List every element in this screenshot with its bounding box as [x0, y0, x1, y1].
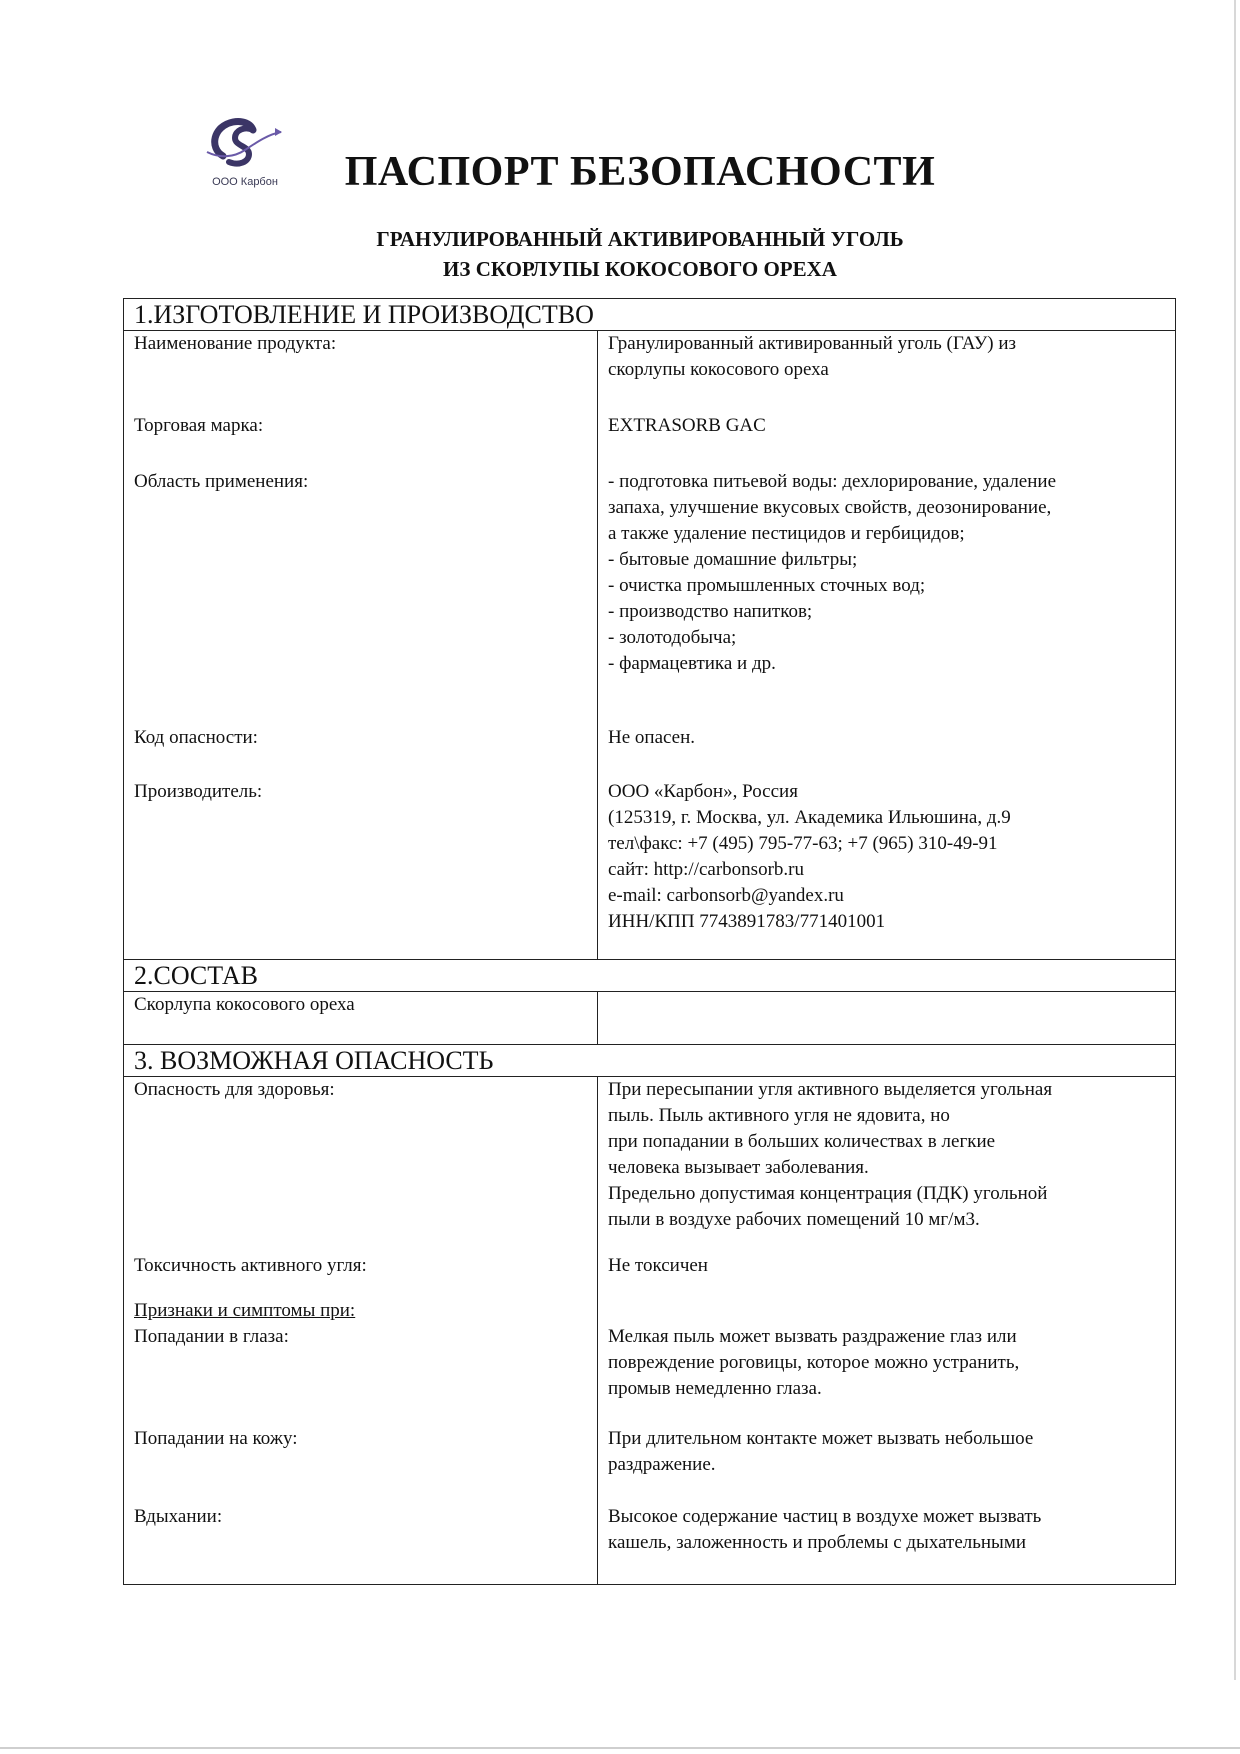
- field-label: Вдыхании:: [124, 1504, 598, 1585]
- table-row: [124, 1504, 1176, 1585]
- table-row: [124, 992, 1176, 1045]
- section-3-header: [124, 1045, 1176, 1077]
- page-edge-bottom: [0, 1747, 1240, 1749]
- composition-label: Скорлупа кокосового ореха: [124, 992, 598, 1045]
- value-line: а также удаление пестицидов и гербицидов;: [608, 523, 965, 544]
- value-line: промыв немедленно глаза.: [608, 1378, 822, 1399]
- composition-value: [598, 992, 1176, 1045]
- value-line: ООО «Карбон», Россия: [608, 781, 798, 802]
- value-line: пыль. Пыль активного угля не ядовита, но: [608, 1105, 950, 1126]
- field-label: Торговая марка:: [124, 413, 598, 469]
- table-row: [124, 725, 1176, 779]
- section-2-header: [124, 960, 1176, 992]
- field-label: Токсичность активного угля:: [124, 1253, 598, 1298]
- carbon-swirl-icon: [205, 112, 285, 174]
- value-line: человека вызывает заболевания.: [608, 1157, 869, 1178]
- document-title: ПАСПОРТ БЕЗОПАСНОСТИ: [344, 149, 936, 195]
- value-line: - очистка промышленных сточных вод;: [608, 575, 926, 596]
- value-line: - фармацевтика и др.: [608, 653, 776, 674]
- value-line: скорлупы кокосового ореха: [608, 359, 829, 380]
- table-row: [124, 1077, 1176, 1254]
- value-line: - подготовка питьевой воды: дехлорирование, удаление: [608, 471, 1057, 492]
- table-row: [124, 779, 1176, 960]
- section-2-heading: 2.СОСТАВ: [124, 960, 1176, 992]
- subtitle-line-1: ГРАНУЛИРОВАННЫЙ АКТИВИРОВАННЫЙ УГОЛЬ: [376, 227, 904, 251]
- value-line: ИНН/КПП 7743891783/771401001: [608, 911, 886, 932]
- page-edge: [1234, 0, 1236, 1680]
- field-label: Производитель:: [124, 779, 598, 960]
- subtitle-line-2: ИЗ СКОРЛУПЫ КОКОСОВОГО ОРЕХА: [443, 257, 837, 281]
- field-value: [598, 1324, 1176, 1426]
- value-line: Гранулированный активированный уголь (ГАУ) из: [608, 333, 1017, 354]
- value-line: сайт: http://carbonsorb.ru: [608, 859, 804, 880]
- table-row: [124, 1426, 1176, 1504]
- value-line: Не опасен.: [608, 727, 696, 748]
- field-label: Попадании на кожу:: [124, 1426, 598, 1504]
- logo-company-name: ООО Карбон: [212, 176, 278, 188]
- table-row: [124, 331, 1176, 414]
- field-value: [598, 1426, 1176, 1504]
- section-1-header: [124, 299, 1176, 331]
- value-line: Мелкая пыль может вызвать раздражение глаз или: [608, 1326, 1017, 1347]
- table-row: [124, 1253, 1176, 1298]
- field-value: [598, 725, 1176, 779]
- company-logo: [195, 112, 305, 202]
- table-row: [124, 1298, 1176, 1324]
- value-line: Предельно допустимая концентрация (ПДК) угольной: [608, 1183, 1048, 1204]
- field-value: [598, 413, 1176, 469]
- value-line: (125319, г. Москва, ул. Академика Ильюшина, д.9: [608, 807, 1011, 828]
- value-line: EXTRASORB GAC: [608, 415, 766, 436]
- field-label: Опасность для здоровья:: [124, 1077, 598, 1254]
- value-line: При пересыпании угля активного выделяется угольная: [608, 1079, 1053, 1100]
- value-line: При длительном контакте может вызвать небольшое: [608, 1428, 1034, 1449]
- empty-cell: [598, 1298, 1176, 1324]
- value-line: тел\факс: +7 (495) 795-77-63; +7 (965) 310-49-91: [608, 833, 998, 854]
- field-label: Код опасности:: [124, 725, 598, 779]
- field-value: [598, 1077, 1176, 1254]
- field-label: Область применения:: [124, 469, 598, 725]
- signs-heading-text: Признаки и симптомы при:: [134, 1300, 356, 1321]
- field-value: Не токсичен: [598, 1253, 1176, 1298]
- section-1-heading: 1.ИЗГОТОВЛЕНИЕ И ПРОИЗВОДСТВО: [124, 299, 1176, 331]
- value-line: - бытовые домашние фильтры;: [608, 549, 858, 570]
- value-line: при попадании в больших количествах в легкие: [608, 1131, 996, 1152]
- field-value: [598, 469, 1176, 725]
- value-line: запаха, улучшение вкусовых свойств, деозонирование,: [608, 497, 1052, 518]
- value-line: пыли в воздухе рабочих помещений 10 мг/м3.: [608, 1209, 980, 1230]
- field-label: Попадании в глаза:: [124, 1324, 598, 1426]
- value-line: - золотодобыча;: [608, 627, 737, 648]
- field-label: Наименование продукта:: [124, 331, 598, 414]
- field-value: [598, 331, 1176, 414]
- table-row: [124, 1324, 1176, 1426]
- field-value: [598, 779, 1176, 960]
- value-line: e-mail: carbonsorb@yandex.ru: [608, 885, 844, 906]
- table-row: [124, 413, 1176, 469]
- document-subtitle: [330, 224, 950, 284]
- value-line: раздражение.: [608, 1454, 716, 1475]
- section-3-heading: 3. ВОЗМОЖНАЯ ОПАСНОСТЬ: [124, 1045, 1176, 1077]
- value-line: кашель, заложенность и проблемы с дыхательными: [608, 1532, 1027, 1553]
- value-line: повреждение роговицы, которое можно устранить,: [608, 1352, 1020, 1373]
- table-row: [124, 469, 1176, 725]
- value-line: - производство напитков;: [608, 601, 813, 622]
- field-value: [598, 1504, 1176, 1585]
- signs-heading: [124, 1298, 598, 1324]
- value-line: Высокое содержание частиц в воздухе может вызвать: [608, 1506, 1042, 1527]
- safety-data-table: [123, 298, 1176, 1585]
